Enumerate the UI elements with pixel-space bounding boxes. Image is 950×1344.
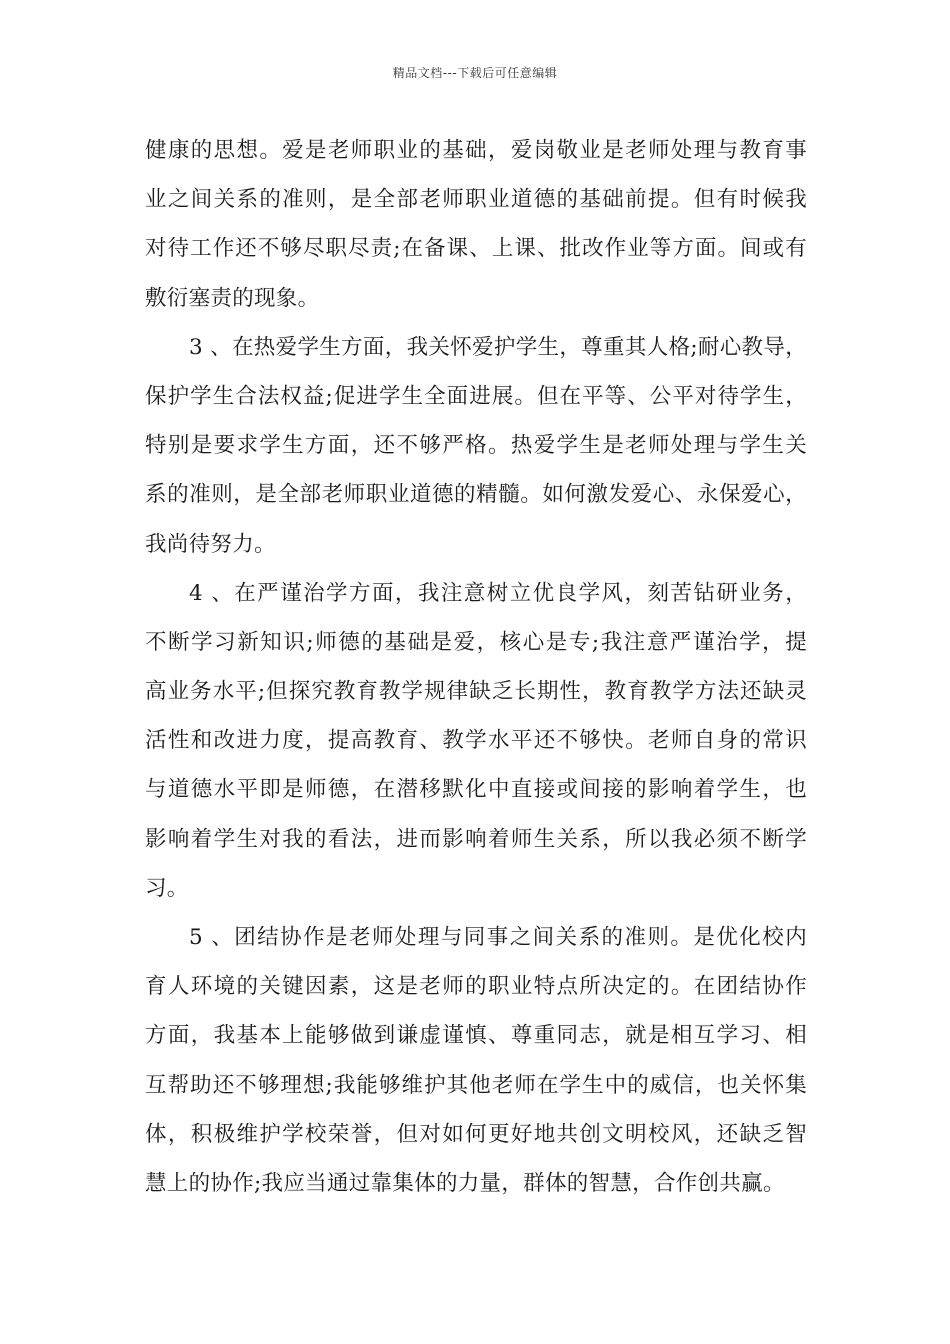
- text-line: 与道德水平即是师德，在潜移默化中直接或间接的影响着学生，也: [145, 777, 807, 803]
- text-line: 育人环境的关键因素，这是老师的职业特点所决定的。在团结协作: [145, 974, 807, 1000]
- text-line: 对待工作还不够尽职尽责;在备课、上课、批改作业等方面。间或有: [145, 236, 807, 262]
- text-line: 影响着学生对我的看法，进而影响着师生关系，所以我必须不断学: [145, 826, 807, 852]
- text-line: 慧上的协作;我应当通过靠集体的力量，群体的智慧，合作创共赢。: [145, 1170, 785, 1196]
- paragraph-start-line: 3 、在热爱学生方面，我关怀爱护学生，尊重其人格;耐心教导，: [189, 334, 807, 360]
- text-line: 不断学习新知识;师德的基础是爱，核心是专;我注意严谨治学，提: [145, 629, 807, 655]
- text-line: 互帮助还不够理想;我能够维护其他老师在学生中的威信，也关怀集: [145, 1072, 807, 1098]
- text-line: 系的准则，是全部老师职业道德的精髓。如何激发爱心、永保爱心，: [145, 482, 807, 508]
- page-header: 精品文档---下载后可任意编辑: [392, 66, 558, 80]
- text-line: 特别是要求学生方面，还不够严格。热爱学生是老师处理与学生关: [145, 433, 807, 459]
- text-line: 健康的思想。爱是老师职业的基础，爱岗敬业是老师处理与教育事: [145, 138, 807, 163]
- text-line: 活性和改进力度，提高教育、教学水平还不够快。老师自身的常识: [145, 728, 807, 754]
- text-line: 习。: [145, 875, 189, 901]
- text-line: 体，积极维护学校荣誉，但对如何更好地共创文明校风，还缺乏智: [145, 1121, 807, 1147]
- text-line: 业之间关系的准则，是全部老师职业道德的基础前提。但有时候我: [145, 187, 807, 213]
- paragraph-start-line: 4 、在严谨治学方面，我注意树立优良学风，刻苦钻研业务，: [189, 580, 807, 606]
- paragraph-start-line: 5 、团结协作是老师处理与同事之间关系的准则。是优化校内: [189, 925, 807, 950]
- text-line: 敷衍塞责的现象。: [145, 285, 320, 311]
- text-line: 高业务水平;但探究教育教学规律缺乏长期性，教育教学方法还缺灵: [145, 679, 807, 705]
- text-line: 我尚待努力。: [145, 531, 276, 557]
- text-line: 方面，我基本上能够做到谦虚谨慎、尊重同志，就是相互学习、相: [145, 1023, 807, 1049]
- text-line: 保护学生合法权益;促进学生全面进展。但在平等、公平对待学生，: [145, 383, 807, 409]
- document-body: [145, 126, 807, 1208]
